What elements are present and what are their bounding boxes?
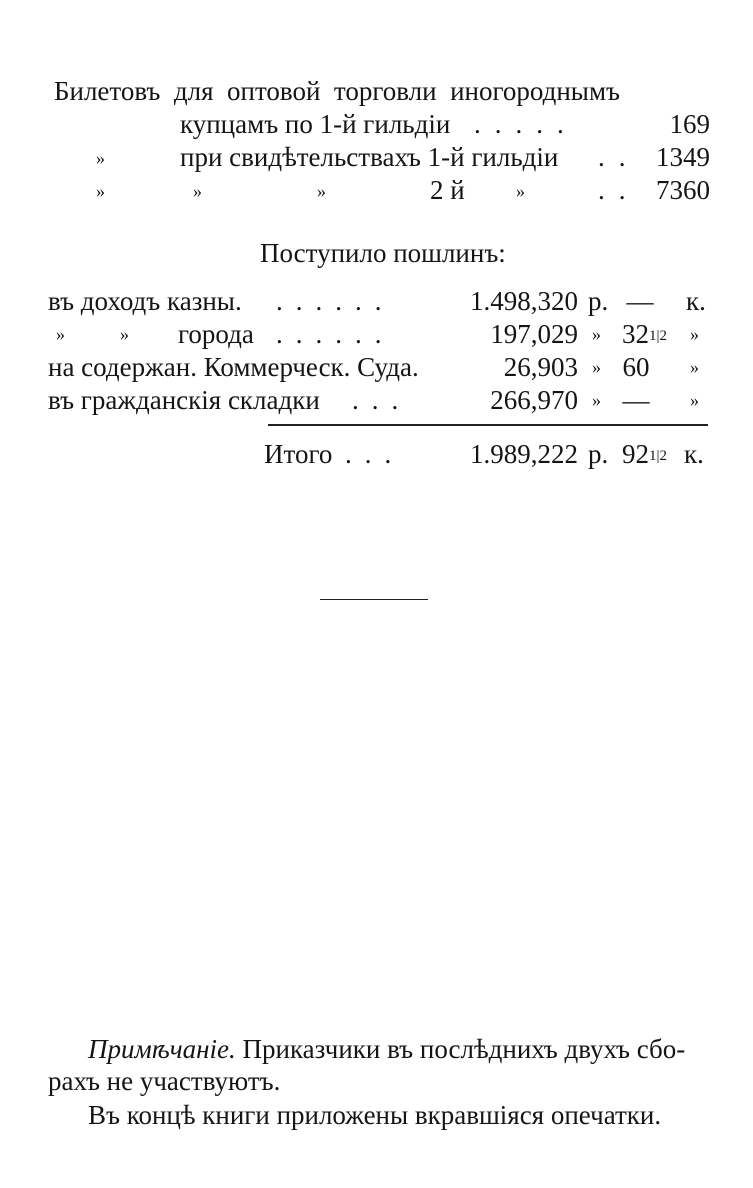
duties-row-2-ditto-kop: » xyxy=(690,324,699,344)
duties-row-1-kopecks: — xyxy=(626,286,654,316)
duties-row-1-dots: ...... xyxy=(276,286,395,316)
total-kopecks: 921|2 xyxy=(622,439,668,469)
duties-row-3-label: на содержан. Коммерческ. Суда. xyxy=(48,352,419,382)
licenses-line-4-label: 2 й xyxy=(430,175,465,205)
licenses-line-4-ditto-3: » xyxy=(317,181,326,201)
duties-row-2-dots: ...... xyxy=(276,319,395,349)
licenses-line-4-ditto-2: » xyxy=(193,181,202,201)
duties-row-4-dots: ... xyxy=(352,385,412,415)
total-rubles: 1.989,222 xyxy=(470,439,578,469)
duties-row-4-ditto-kop: » xyxy=(690,390,699,410)
licenses-line-2-dots: ..... xyxy=(474,109,578,139)
note-text-1: Приказчики въ послѣднихъ двухъ сбо- xyxy=(235,1034,686,1064)
licenses-line-4-ditto-4: » xyxy=(516,181,525,201)
duties-row-1-rubles: 1.498,320 xyxy=(470,286,578,316)
duties-row-2-ditto-rub: » xyxy=(592,324,601,344)
total-rub-unit: р. xyxy=(588,439,609,469)
licenses-line-4-ditto-1: » xyxy=(96,181,105,201)
note-line-1 xyxy=(88,1036,685,1063)
duties-row-1-label: въ доходъ казны. xyxy=(48,286,242,316)
licenses-line-3-label: при свидѣтельствахъ 1-й гильдiи xyxy=(180,142,559,172)
duties-row-2-kopecks: 321|2 xyxy=(622,319,668,349)
duties-row-4-label: въ гражданскiя складки xyxy=(48,385,320,415)
total-label: Итого xyxy=(264,439,333,469)
duties-row-2-rubles: 197,029 xyxy=(490,319,578,349)
fraction-half: 1|2 xyxy=(649,328,668,344)
section-separator xyxy=(320,599,428,600)
licenses-line-3-ditto: » xyxy=(96,148,105,168)
duties-row-2-ditto-1: » xyxy=(56,324,65,344)
note-line-2: рахъ не участвуютъ. xyxy=(48,1066,281,1096)
licenses-line-2-label: купцамъ по 1-й гильдiи xyxy=(180,109,451,139)
licenses-line-2-value: 169 xyxy=(669,109,710,139)
licenses-line-4-value: 7360 xyxy=(656,175,710,205)
total-rule xyxy=(268,424,708,426)
duties-row-2-label: города xyxy=(178,319,254,349)
duties-heading: Поступило пошлинъ: xyxy=(260,238,506,268)
licenses-line-3-value: 1349 xyxy=(656,142,710,172)
total-kop-unit: к. xyxy=(684,439,704,469)
duties-row-4-rubles: 266,970 xyxy=(490,385,578,415)
duties-row-4-ditto-rub: » xyxy=(592,390,601,410)
errata-note: Въ концѣ книги приложены вкравшiяся опечатки. xyxy=(88,1100,662,1130)
duties-row-2-ditto-2: » xyxy=(120,324,129,344)
duties-row-3-rubles: 26,903 xyxy=(503,352,578,382)
licenses-line-1: Билетовъ для оптовой торговли иногороднымъ xyxy=(54,76,620,106)
duties-row-1-kop-unit: к. xyxy=(686,286,706,316)
total-dots: ... xyxy=(345,439,405,469)
duties-row-3-ditto-rub: » xyxy=(592,357,601,377)
duties-row-1-rub-unit: р. xyxy=(588,286,609,316)
licenses-line-3-dots: .. xyxy=(598,142,640,172)
fraction-half: 1|2 xyxy=(649,448,668,464)
note-label: Примѣчанiе. xyxy=(88,1034,236,1064)
duties-row-4-kopecks: — xyxy=(622,385,650,415)
duties-row-3-ditto-kop: » xyxy=(690,357,699,377)
duties-row-3-kopecks: 60 xyxy=(622,352,650,382)
licenses-line-4-dots: .. xyxy=(598,175,640,205)
